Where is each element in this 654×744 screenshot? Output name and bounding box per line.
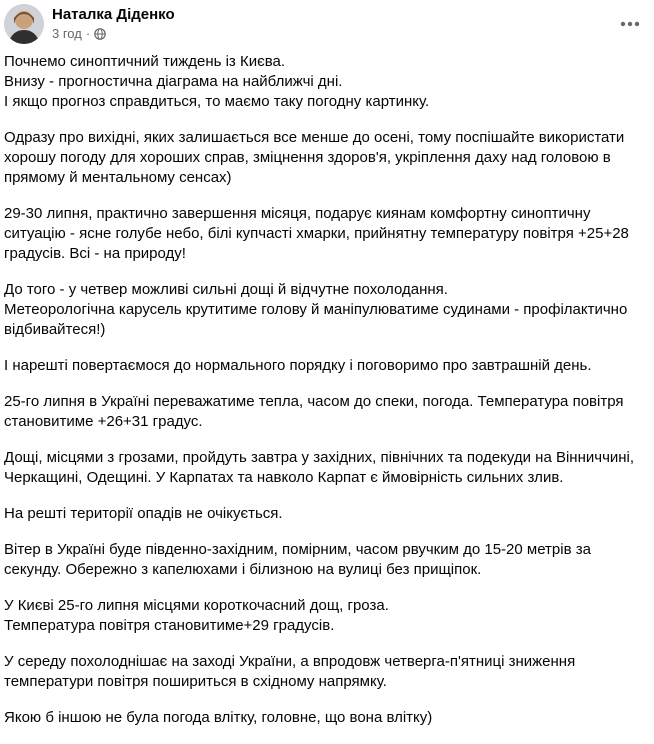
post-paragraph (4, 52, 644, 112)
post-text-line: Почнемо синоптичний тиждень із Києва. (4, 53, 286, 70)
post-text-line: Вітер в Україні буде південно-західним, помірним, часом рвучким до 15-20 метрів за секунду. Обережно з капелюхами і білизною на вулиці без прищіпок. (4, 541, 591, 578)
post-paragraph (4, 204, 644, 264)
post-text-line: На решті території опадів не очікується. (4, 505, 283, 522)
post-paragraph (4, 280, 644, 340)
post-text-line: До того - у четвер можливі сильні дощі й відчутне похолодання. (4, 281, 448, 298)
post-text-line: Одразу про вихідні, яких залишається все менше до осені, тому поспішайте використати хорошу погоду для хороших справ, зміцнення здоров'я, укріплення даху над головою в прямому й ментальному сенсах) (4, 129, 625, 186)
post-paragraph (4, 708, 644, 728)
post-text-line: Дощі, місцями з грозами, пройдуть завтра у західних, північних та подекуди на Вінниччині, Черкащині, Одещині. У Карпатах та навколо Карпат є ймовірність сильних злив. (4, 449, 635, 486)
post-paragraph (4, 504, 644, 524)
post-paragraph (4, 128, 644, 188)
post-meta (52, 26, 106, 41)
post-time[interactable]: 3 год (52, 26, 82, 41)
post-text-line: І нарешті повертаємося до нормального порядку і поговоримо про завтрашній день. (4, 357, 592, 374)
meta-separator: · (85, 26, 91, 41)
post-paragraph (4, 652, 644, 692)
post-paragraph (4, 448, 644, 488)
post-text-line: Внизу - прогностична діаграма на найближчі дні. (4, 73, 343, 90)
globe-icon (94, 28, 106, 40)
post-text-line: Якою б іншою не була погода влітку, головне, що вона влітку) (4, 709, 433, 726)
avatar[interactable] (4, 4, 44, 44)
post-paragraph (4, 596, 644, 636)
more-options-button[interactable] (614, 8, 646, 40)
post-text-line: Метеорологічна карусель крутитиме голову й маніпулюватиме судинами - профілактично відбивайтеся!) (4, 301, 628, 338)
author-name[interactable]: Наталка Діденко (52, 6, 175, 23)
post-paragraph (4, 540, 644, 580)
post-text-line: Температура повітря становитиме+29 градусів. (4, 617, 335, 634)
post-text-line: 29-30 липня, практично завершення місяця, подарує киянам комфортну синоптичну ситуацію - ясне голубе небо, білі купчасті хмарки, прийнятну температуру повітря +25+28 градусів. Всі - на природу! (4, 205, 629, 262)
post-header (0, 0, 654, 50)
post-paragraph (4, 356, 644, 376)
post-text (4, 52, 644, 744)
post-text-line: І якщо прогноз справдиться, то маємо таку погодну картинку. (4, 93, 430, 110)
post-text-line: У середу похолоднішає на заході України, а впродовж четверга-п'ятниці зниження температури повітря пошириться в східному напрямку. (4, 653, 576, 690)
avatar-image (4, 4, 44, 44)
post-text-line: У Києві 25-го липня місцями короткочасний дощ, гроза. (4, 597, 389, 614)
post-text-line: 25-го липня в Україні переважатиме тепла, часом до спеки, погода. Температура повітря становитиме +26+31 градус. (4, 393, 624, 430)
more-horizontal-icon (620, 21, 640, 27)
post-paragraph (4, 392, 644, 432)
